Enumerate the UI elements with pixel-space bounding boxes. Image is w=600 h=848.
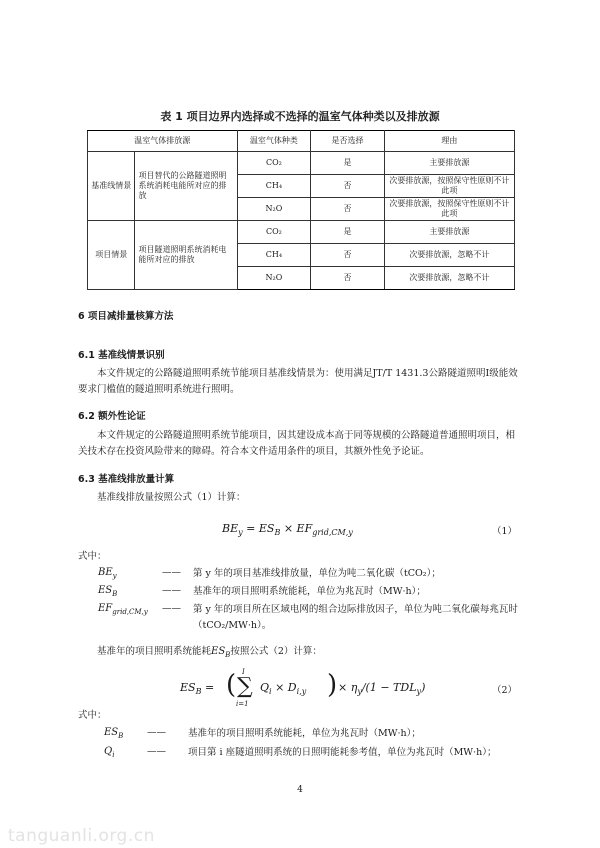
- def-BE-y: 第 y 年的项目基准线排放量，单位为吨二氧化碳（tCO₂）；: [193, 568, 441, 579]
- section-6-2-heading: 6.2 额外性论证: [78, 411, 146, 422]
- gas-cell: CH₄: [237, 175, 311, 198]
- def-ES-B: 基准年的项目照明系统能耗，单位为兆瓦时（MW·h）；: [193, 586, 426, 597]
- gas-cell: CO₂: [237, 152, 311, 175]
- symbol-EF-grid: $EF_{grid,CM,y}$: [98, 603, 148, 616]
- reason-cell: 主要排放源: [384, 221, 514, 244]
- symbol-BE-y: $BE_y$: [98, 567, 117, 580]
- gas-cell: CH₄: [237, 244, 311, 267]
- def-Q-i: 项目第 i 座隧道照明系统的日照明能耗参考值，单位为兆瓦时（MW·h）；: [188, 747, 497, 758]
- reason-cell: 次要排放源，按照保守性原则不计此项: [384, 175, 514, 198]
- section-6-3-intro: 基准线排放量按照公式（1）计算：: [97, 492, 246, 503]
- page-number: 4: [297, 785, 303, 795]
- section-6-1-text: 本文件规定的公路隧道照明系统节能项目基准线情景为：使用满足JT/T 1431.3公路隧道照明I级能效要求门槛值的隧道照明系统进行照明。: [78, 368, 518, 395]
- watermark: tanguanli.org.cn: [8, 826, 155, 846]
- scenario-cell: 基准线情景: [88, 152, 135, 221]
- gas-cell: N₂O: [237, 198, 311, 221]
- def-ES-B-2: 基准年的项目照明系统能耗，单位为兆瓦时（MW·h）；: [188, 728, 421, 739]
- equation-2-number: （2）: [492, 685, 518, 696]
- equation-2-intro-b: 按照公式（2）计算：: [230, 646, 322, 657]
- symbol-ES-B-2: $ES_B$: [104, 727, 124, 740]
- equation-2-intro-a: 基准年的项目照明系统能耗: [97, 646, 212, 657]
- table-header-row: [88, 131, 515, 152]
- gas-cell: N₂O: [237, 267, 311, 290]
- gas-cell: CO₂: [237, 221, 311, 244]
- header-selected: 是否选择: [311, 131, 384, 152]
- reason-cell: 次要排放源，忽略不计: [384, 267, 514, 290]
- section-6-heading: 6 项目减排量核算方法: [78, 311, 174, 322]
- header-source: 温室气体排放源: [88, 131, 238, 152]
- def-EF-grid: 第 y 年的项目所在区域电网的组合边际排放因子，单位为吨二氧化碳每兆瓦时（tCO₂/MW·h）。: [193, 604, 518, 631]
- where-label-1: 式中：: [78, 551, 107, 562]
- selected-cell: 否: [311, 267, 384, 290]
- dash: ——: [147, 727, 166, 738]
- equation-1-number: （1）: [492, 526, 518, 537]
- selected-cell: 是: [311, 152, 384, 175]
- dash: ——: [162, 567, 181, 578]
- section-6-3-heading: 6.3 基准线排放量计算: [78, 474, 175, 485]
- selected-cell: 否: [311, 198, 384, 221]
- reason-cell: 主要排放源: [384, 152, 514, 175]
- section-6-2-text: 本文件规定的公路隧道照明系统节能项目，因其建设成本高于同等规模的公路隧道普通照明项目，相关技术存在投资风险带来的障碍。符合本文件适用条件的项目，其额外性免予论证。: [78, 430, 516, 457]
- table-caption: 表 1 项目边界内选择或不选择的温室气体种类以及排放源: [160, 110, 440, 123]
- table-row: [88, 221, 515, 244]
- equation-2: $ES_B$ = ( I ∑ i=1 $Q_i \times D_{i,y}$ ) × $\eta_y/(1 - TDL_y)$: [180, 668, 426, 708]
- where-label-2: 式中：: [78, 710, 107, 721]
- header-gas: 温室气体种类: [237, 131, 311, 152]
- scenario-cell: 项目情景: [88, 221, 135, 290]
- selected-cell: 否: [311, 244, 384, 267]
- selected-cell: 否: [311, 175, 384, 198]
- dash: ——: [162, 585, 181, 596]
- symbol-ES-B: $ES_B$: [98, 585, 118, 598]
- dash: ——: [162, 603, 181, 614]
- equation-1: $BE_y = ES_B \times EF_{grid,CM,y}$: [222, 522, 353, 538]
- section-6-1-heading: 6.1 基准线情景识别: [78, 350, 165, 361]
- symbol-Q-i: $Q_i$: [104, 746, 115, 759]
- reason-cell: 次要排放源，按照保守性原则不计此项: [384, 198, 514, 221]
- source-cell: 项目隧道照明系统消耗电能所对应的排放: [135, 221, 237, 290]
- table-row: [88, 152, 515, 175]
- equation-2-intro: 基准年的项目照明系统能耗$ES_B$按照公式（2）计算：: [97, 646, 322, 659]
- header-reason: 理由: [384, 131, 514, 152]
- source-cell: 项目替代的公路隧道照明系统消耗电能所对应的排放: [135, 152, 237, 221]
- gas-source-table: [87, 130, 515, 290]
- reason-cell: 次要排放源，忽略不计: [384, 244, 514, 267]
- dash: ——: [147, 746, 166, 757]
- selected-cell: 是: [311, 221, 384, 244]
